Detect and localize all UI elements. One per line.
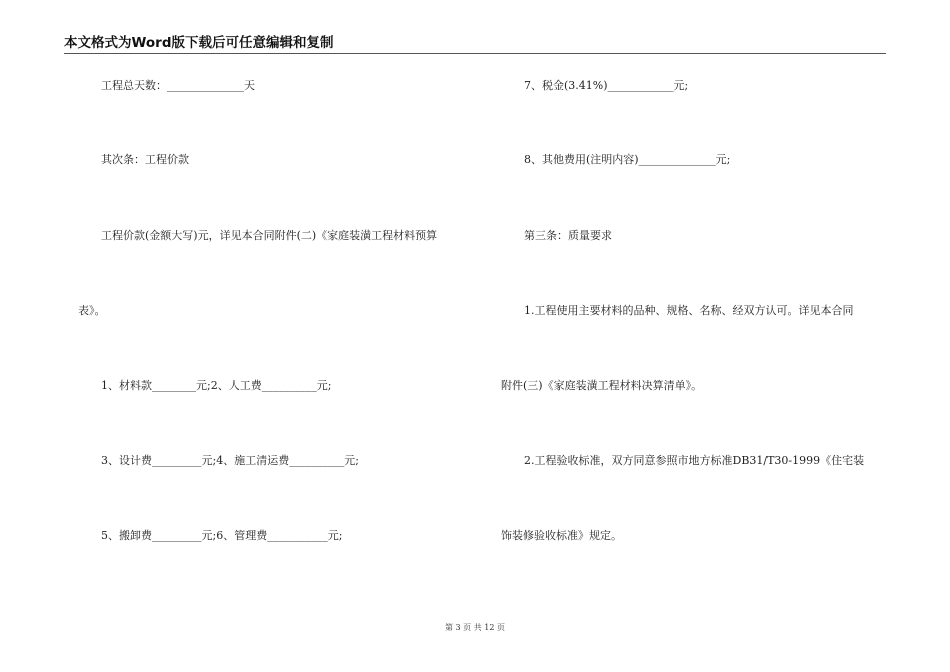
right-line-1: 7、税金(3.41%)____________元; bbox=[524, 79, 689, 92]
left-line-2: 其次条：工程价款 bbox=[101, 153, 189, 166]
page-number: 第 3 页 共 12 页 bbox=[445, 623, 505, 632]
left-line-7: 5、搬卸费_________元;6、管理费___________元; bbox=[101, 529, 343, 542]
right-line-3: 第三条：质量要求 bbox=[524, 229, 612, 242]
right-line-7: 饰装修验收标准》规定。 bbox=[501, 529, 622, 542]
right-line-5: 附件(三)《家庭装潢工程材料决算清单》。 bbox=[501, 379, 703, 392]
left-line-3: 工程价款(金额大写)元，详见本合同附件(二)《家庭装潢工程材料预算 bbox=[101, 229, 438, 242]
right-line-2: 8、其他费用(注明内容)______________元; bbox=[524, 153, 731, 166]
right-line-4: 1.工程使用主要材料的品种、规格、名称、经双方认可。详见本合同 bbox=[524, 304, 854, 317]
right-line-6: 2.工程验收标准，双方同意参照市地方标准DB31/T30-1999《住宅装 bbox=[524, 454, 865, 467]
left-line-1: 工程总天数：______________天 bbox=[101, 79, 255, 92]
left-line-6: 3、设计费_________元;4、施工清运费__________元; bbox=[101, 454, 359, 467]
document-header: 本文格式为Word版下载后可任意编辑和复制 bbox=[64, 34, 886, 54]
left-line-5: 1、材料款________元;2、人工费__________元; bbox=[101, 379, 332, 392]
left-line-4: 表》。 bbox=[78, 304, 106, 317]
